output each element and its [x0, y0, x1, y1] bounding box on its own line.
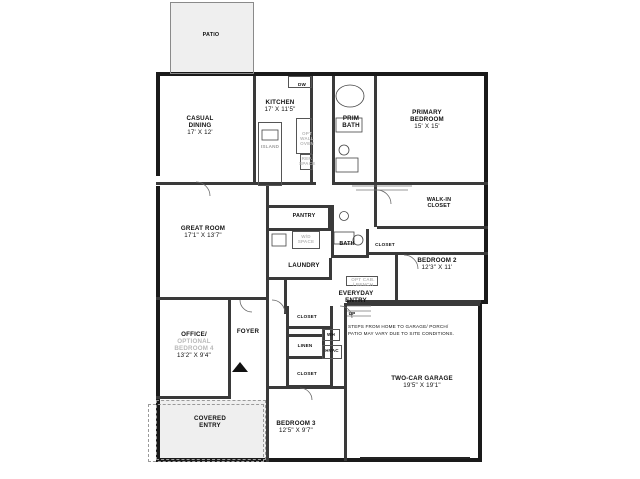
label-wd-space: W/D SPACE	[297, 234, 315, 245]
label-ref-space: REF. SPACE	[299, 156, 316, 167]
label-great-room: GREAT ROOM 17'1" X 13'7"	[180, 225, 226, 239]
exterior-wall-bottom-mid	[268, 458, 338, 462]
label-everyday-entry: EVERYDAY ENTRY	[338, 290, 374, 304]
label-bath: BATH	[339, 241, 355, 247]
label-patio: PATIO	[202, 32, 220, 38]
exterior-wall-left-mid	[156, 186, 160, 298]
label-office: OFFICE/ OPTIONAL BEDROOM 4 13'2" X 9'4"	[174, 331, 214, 359]
wall-closet-col-left	[286, 306, 289, 386]
wall-prim-bath-left	[332, 76, 335, 184]
wall-bed2-left	[395, 255, 398, 303]
label-primary-bedroom: PRIMARY BEDROOM 15' X 15'	[410, 109, 444, 130]
label-opt-wall-oven: OPT WALL OVEN	[300, 131, 314, 147]
label-bedroom3: BEDROOM 3 12'5" X 9'7"	[276, 420, 316, 434]
porch-dashed-outline	[148, 404, 264, 462]
wall-bath-bottom	[331, 255, 369, 258]
wall-bedroom3-left	[266, 300, 269, 460]
wall-office-bottom	[156, 396, 231, 399]
label-linen: LINEN	[297, 343, 313, 348]
wall-laundry-right	[329, 258, 332, 280]
wall-linen-top	[286, 334, 322, 337]
label-walk-in-closet: WALK-IN CLOSET	[426, 197, 452, 210]
wall-walkin-closet-left	[374, 185, 377, 227]
label-closet-lower: CLOSET	[297, 371, 317, 376]
wall-primary-bottom	[332, 182, 488, 185]
wall-pantry-top	[269, 205, 331, 208]
entry-marker	[232, 362, 248, 372]
wall-bedroom3-top	[269, 386, 344, 389]
exterior-wall-right-mid	[484, 192, 488, 302]
label-opt-cab-bench: OPT CAB. / BENCH	[351, 277, 375, 288]
label-hvac: HVAC	[325, 348, 339, 353]
kitchen-island	[258, 122, 282, 186]
label-water-heater: WH	[326, 332, 336, 337]
label-dw: DW	[297, 82, 307, 87]
wall-prim-bath-right	[374, 76, 377, 184]
label-covered-entry: COVERED ENTRY	[194, 415, 226, 429]
wall-greatroom-bottom	[156, 297, 268, 300]
label-foyer: FOYER	[236, 328, 260, 335]
wall-walkin-closet-bottom	[377, 226, 488, 229]
label-laundry: LAUNDRY	[288, 262, 320, 269]
label-pantry: PANTRY	[292, 213, 316, 219]
label-up: UP	[348, 311, 356, 316]
label-closet-upper: CLOSET	[297, 314, 317, 319]
note-garage-steps-line1: STEPS FROM HOME TO GARAGE/ PORCH/	[348, 324, 449, 329]
wall-laundry-bottom	[266, 277, 332, 280]
label-bedroom2: BEDROOM 2 12'3" X 11'	[417, 257, 457, 271]
label-prim-bath: PRIM BATH	[342, 115, 360, 129]
label-island: ISLAND	[260, 144, 280, 149]
label-kitchen: KITCHEN 17' X 11'5"	[264, 99, 296, 113]
exterior-wall-bottom-right	[338, 458, 482, 462]
note-garage-steps-line2: PATIO MAY VARY DUE TO SITE CONDITIONS.	[348, 331, 455, 336]
wall-greatroom-right	[266, 185, 269, 300]
exterior-wall-top-right	[332, 72, 488, 76]
wall-garage-left	[344, 303, 347, 461]
exterior-wall-right-upper	[484, 72, 488, 192]
wall-linen-bottom	[286, 356, 322, 359]
label-casual-dining: CASUAL DINING 17' X 12'	[186, 115, 214, 136]
label-two-car-garage: TWO-CAR GARAGE 19'5" X 19'1"	[391, 375, 453, 389]
wall-bath-left	[331, 205, 334, 257]
wall-kitchen-dining	[253, 76, 256, 184]
wall-bed2-top	[366, 252, 488, 255]
wall-office-right	[228, 300, 231, 398]
exterior-wall-left-upper	[156, 72, 160, 176]
label-closet-bedroom2: CLOSET	[375, 242, 395, 247]
wall-casual-dining-bottom	[156, 182, 316, 185]
